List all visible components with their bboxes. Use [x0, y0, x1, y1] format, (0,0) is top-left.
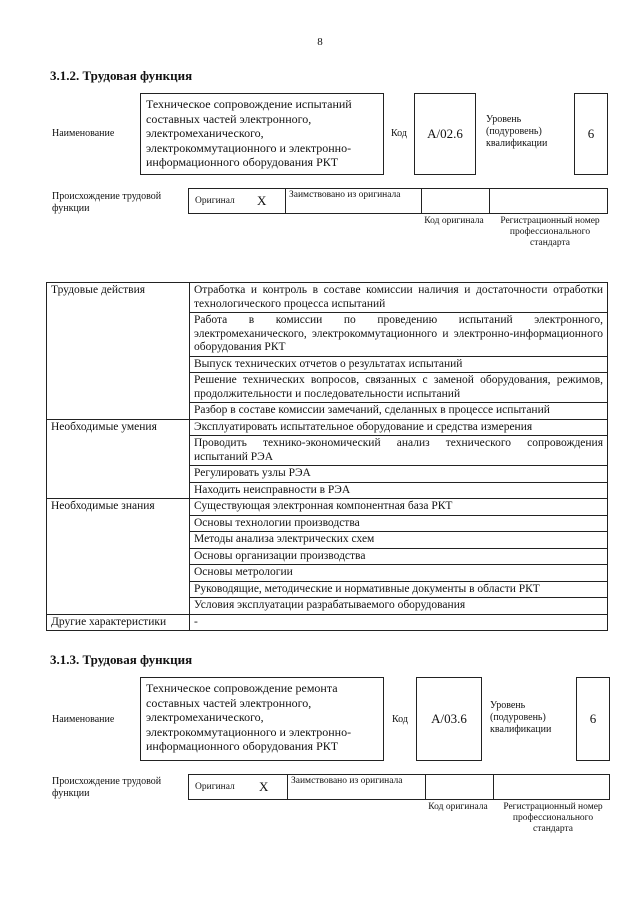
level-value-box: 6 — [576, 677, 610, 761]
orig-code-label: Код оригинала — [424, 216, 484, 226]
code-label: Код — [391, 128, 407, 139]
code-value-box: A/02.6 — [414, 93, 476, 175]
function-name-box: Техническое сопровождение испытаний составных частей электронного, электромеханического, электрокоммутационного и электронно-информационного оборудования РКТ — [140, 93, 384, 175]
code-label: Код — [392, 714, 408, 725]
divider — [287, 775, 288, 799]
item-cell: Находить неисправности в РЭА — [190, 482, 608, 499]
category-cell: Необходимые умения — [47, 419, 190, 499]
name-label: Наименование — [52, 128, 115, 139]
origin-label: Происхождение трудовой функции — [52, 191, 162, 214]
item-cell: Существующая электронная компонентная база РКТ — [190, 499, 608, 516]
origin-row — [188, 774, 610, 800]
section-title: 3.1.2. Трудовая функция — [50, 68, 193, 83]
divider — [285, 189, 286, 213]
level-label: Уровень (подуровень) квалификации — [486, 114, 548, 149]
table-row — [47, 614, 608, 631]
table-row — [47, 419, 608, 436]
original-mark: X — [257, 193, 267, 208]
divider — [489, 189, 490, 213]
function-details-table — [46, 282, 608, 631]
origin-row — [188, 188, 608, 214]
orig-code-label: Код оригинала — [428, 802, 488, 812]
item-cell: Проводить технико-экономический анализ технического сопровождения испытаний РЭА — [190, 436, 608, 466]
borrowed-label: Заимствовано из оригинала — [291, 776, 403, 786]
original-mark: X — [259, 779, 269, 794]
item-cell: Выпуск технических отчетов о результатах испытаний — [190, 356, 608, 373]
borrowed-label: Заимствовано из оригинала — [289, 190, 401, 200]
item-cell: Методы анализа электрических схем — [190, 532, 608, 549]
reg-number-label: Регистрационный номер профессионального стандарта — [500, 216, 600, 248]
category-cell: Необходимые знания — [47, 499, 190, 615]
item-cell: Разбор в составе комиссии замечаний, сделанных в процессе испытаний — [190, 403, 608, 420]
category-cell: Другие характеристики — [47, 614, 190, 631]
reg-number-label: Регистрационный номер профессионального стандарта — [503, 802, 603, 834]
section-title: 3.1.3. Трудовая функция — [50, 652, 193, 667]
item-cell: Решение технических вопросов, связанных с заменой оборудования, режимов, продолжительности и последовательности испытаний — [190, 373, 608, 403]
name-label: Наименование — [52, 714, 115, 725]
item-cell: Основы организации производства — [190, 548, 608, 565]
origin-label: Происхождение трудовой функции — [52, 776, 162, 799]
original-label: Оригинал — [195, 782, 235, 792]
page-number: 8 — [317, 36, 323, 48]
item-cell: Эксплуатировать испытательное оборудование и средства измерения — [190, 419, 608, 436]
divider — [425, 775, 426, 799]
table-row — [47, 499, 608, 516]
function-name-box: Техническое сопровождение ремонта составных частей электронного, электромеханического, электрокоммутационного и электронно-информационного оборудования РКТ — [140, 677, 384, 761]
category-cell: Трудовые действия — [47, 283, 190, 420]
item-cell: - — [190, 614, 608, 631]
level-value-box: 6 — [574, 93, 608, 175]
item-cell: Отработка и контроль в составе комиссии наличия и достаточности отработки технологического процесса испытаний — [190, 283, 608, 313]
item-cell: Условия эксплуатации разрабатываемого оборудования — [190, 598, 608, 615]
divider — [421, 189, 422, 213]
item-cell: Руководящие, методические и нормативные документы в области РКТ — [190, 581, 608, 598]
original-label: Оригинал — [195, 196, 235, 206]
item-cell: Основы метрологии — [190, 565, 608, 582]
item-cell: Регулировать узлы РЭА — [190, 466, 608, 483]
divider — [493, 775, 494, 799]
code-value-box: A/03.6 — [416, 677, 482, 761]
table-row — [47, 283, 608, 313]
item-cell: Основы технологии производства — [190, 515, 608, 532]
level-label: Уровень (подуровень) квалификации — [490, 700, 552, 735]
item-cell: Работа в комиссии по проведению испытаний электронного, электромеханического, электрокоммутационного и электронно-информационного оборудования РКТ — [190, 313, 608, 357]
